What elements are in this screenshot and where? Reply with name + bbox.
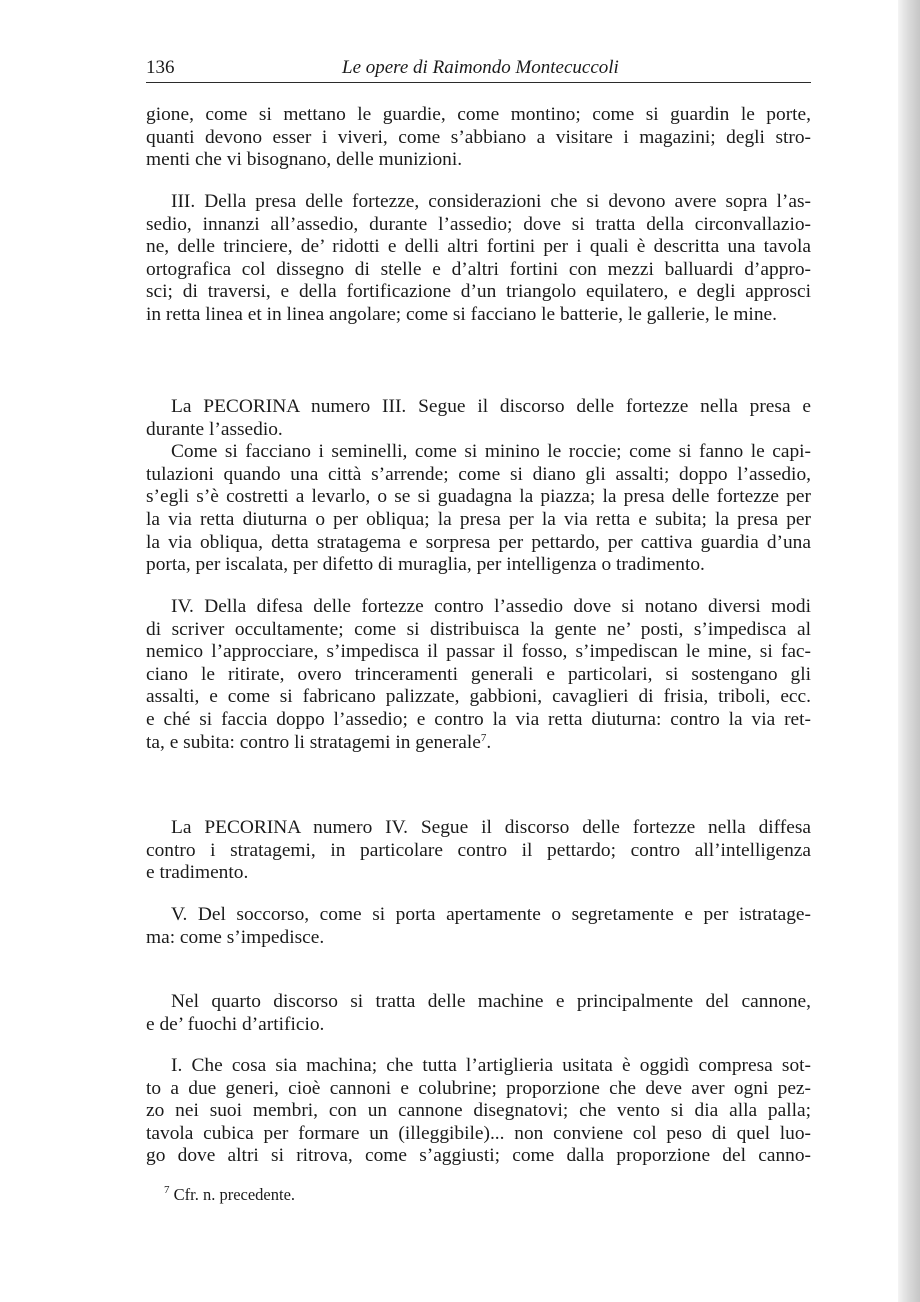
text-line: Come si facciano i seminelli, come si minino le roccie; come si fanno le capi- bbox=[171, 441, 811, 463]
text-line: ciano le ritirate, overo trinceramenti generali e particolari, si sostengano gli bbox=[146, 663, 811, 685]
paragraph-pecorina-IV bbox=[146, 817, 811, 885]
footnote-text: Cfr. n. precedente. bbox=[173, 1185, 296, 1204]
line-text: ta, e subita: contro li stratagemi in generale bbox=[146, 731, 481, 753]
text-line: la via retta diuturna o per obliqua; la presa per la via retta e subita; la presa per bbox=[146, 508, 811, 530]
footnote bbox=[146, 1185, 295, 1205]
text-line: e tradimento. bbox=[146, 862, 249, 884]
running-title: Le opere di Raimondo Montecuccoli bbox=[342, 57, 619, 78]
paragraph-text bbox=[146, 191, 811, 327]
paragraph-continuation bbox=[146, 104, 811, 172]
text-line: to a due generi, cioè cannoni e colubrine; proporzione che deve aver ogni pez- bbox=[146, 1077, 811, 1099]
paragraph-relief-V bbox=[146, 904, 811, 949]
paragraph-text bbox=[146, 1055, 811, 1168]
footnote-reference: 7 bbox=[480, 731, 487, 744]
paragraph-machines-I bbox=[146, 1055, 811, 1168]
text-line: III. Della presa delle fortezze, considerazioni che si devono avere sopra l’as- bbox=[171, 191, 811, 212]
text-line: ma: come s’impedisce. bbox=[146, 926, 325, 948]
text-line: La PECORINA numero III. Segue il discorso delle fortezze nella presa e bbox=[171, 396, 811, 417]
text-line: assalti, e come si fabricano palizzate, gabbioni, cavaglieri di frisia, triboli, ecc. bbox=[146, 686, 811, 708]
text-line: Nel quarto discorso si tratta delle machine e principalmente del cannone, bbox=[171, 991, 811, 1012]
paragraph-pecorina-III bbox=[146, 396, 811, 577]
paragraph-text bbox=[146, 817, 811, 885]
text-line: I. Che cosa sia machina; che tutta l’artiglieria usitata è oggidì compresa sot- bbox=[171, 1055, 811, 1076]
text-line: in retta linea et in linea angolare; come si facciano le batterie, le gallerie, le mine. bbox=[146, 303, 777, 325]
text-line: tavola cubica per formare un (illeggibile)... non conviene col peso di quel luo- bbox=[146, 1122, 811, 1144]
paragraph-text bbox=[146, 596, 811, 754]
text-line: gione, come si mettano le guardie, come montino; come si guardin le porte, bbox=[146, 104, 811, 125]
text-line: La PECORINA numero IV. Segue il discorso delle fortezze nella diffesa bbox=[171, 817, 811, 838]
line-end-punct: . bbox=[486, 731, 492, 753]
running-header bbox=[146, 54, 811, 83]
paragraph-text bbox=[146, 991, 811, 1036]
text-line: zo nei suoi membri, con un cannone disegnatovi; che vento si dia alla palla; bbox=[146, 1100, 811, 1122]
text-line: contro i stratagemi, in particolare contro il pettardo; contro all’intelligenza bbox=[146, 839, 811, 861]
text-line: go dove altri si ritrova, come s’aggiusti; come dalla proporzione del canno- bbox=[146, 1145, 811, 1167]
text-line: menti che vi bisognano, delle munizioni. bbox=[146, 149, 463, 171]
text-line: e ché si faccia doppo l’assedio; e contro la via retta diuturna: contro la via ret- bbox=[146, 708, 811, 730]
text-line bbox=[146, 732, 811, 755]
text-line: sedio, innanzi all’assedio, durante l’assedio; dove si tratta della circonvallazio- bbox=[146, 213, 811, 235]
book-gutter-shadow bbox=[898, 0, 920, 1302]
text-line: V. Del soccorso, come si porta apertamente o segretamente e per istratage- bbox=[171, 904, 811, 925]
text-line: e de’ fuochi d’artificio. bbox=[146, 1013, 325, 1035]
text-line: porta, per iscalata, per difetto di muraglia, per intelligenza o tradimento. bbox=[146, 554, 705, 576]
paragraph-text bbox=[146, 396, 811, 577]
paragraph-fourth-discourse bbox=[146, 991, 811, 1036]
text-line: ortografica col dissegno di stelle e d’altri fortini con mezzi balluardi d’appro- bbox=[146, 258, 811, 280]
paragraph-text bbox=[146, 904, 811, 949]
text-line: nemico l’approcciare, s’impedisca il passar il fosso, s’impediscan le mine, si fac- bbox=[146, 641, 811, 663]
text-line: s’egli s’è costretti a levarlo, o se si guadagna la piazza; la presa delle fortezze per bbox=[146, 486, 811, 508]
text-line: sci; di traversi, e della fortificazione d’un triangolo equilatero, e degli approsci bbox=[146, 281, 811, 303]
footnote-number: 7 bbox=[164, 1184, 170, 1196]
paragraph-defense-IV bbox=[146, 596, 811, 754]
text-line: ne, delle trinciere, de’ ridotti e delli altri fortini per i quali è descritta una tavola bbox=[146, 236, 811, 258]
text-line: IV. Della difesa delle fortezze contro l’assedio dove si notano diversi modi bbox=[171, 596, 811, 617]
text-line: quanti devono esser i viveri, come s’abbiano a visitare i magazini; degli stro- bbox=[146, 126, 811, 148]
paragraph-text bbox=[146, 104, 811, 172]
page-number: 136 bbox=[146, 57, 175, 78]
text-line: la via obliqua, detta stratagema e sorpresa per pettardo, per cattiva guardia d’una bbox=[146, 531, 811, 553]
page bbox=[146, 54, 811, 1204]
text-line: tulazioni quando una città s’arrende; come si diano gli assalti; doppo l’assedio, bbox=[146, 463, 811, 485]
text-line: di scriver occultamente; come si distribuisca la gente ne’ posti, s’impedisca al bbox=[146, 618, 811, 640]
text-line: durante l’assedio. bbox=[146, 418, 283, 440]
paragraph-siege-III bbox=[146, 191, 811, 327]
